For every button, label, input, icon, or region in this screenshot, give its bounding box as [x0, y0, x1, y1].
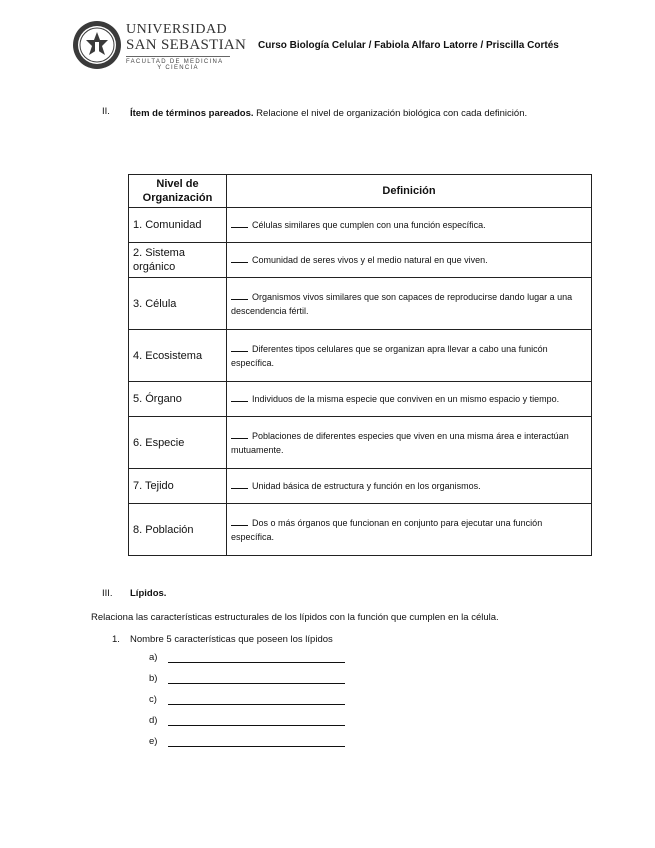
level-cell: 7. Tejido [129, 469, 227, 504]
option-label: a) [149, 652, 158, 663]
answer-blank[interactable] [231, 517, 248, 526]
definition-text: Dos o más órganos que funcionan en conjunto para ejecutar una función específica. [231, 517, 543, 542]
definition-cell [227, 417, 592, 469]
definition-text: Células similares que cumplen con una función específica. [252, 220, 486, 230]
definition-text: Organismos vivos similares que son capaces de reproducirse dando lugar a una descendencia fértil. [231, 291, 573, 316]
section-2-heading [130, 106, 550, 121]
list-item [149, 694, 349, 708]
answer-line[interactable] [168, 683, 345, 684]
header-level: Nivel de Organización [129, 175, 227, 208]
answer-blank[interactable] [231, 291, 248, 300]
table-row [129, 243, 592, 278]
level-cell: 1. Comunidad [129, 208, 227, 243]
list-item [149, 715, 349, 729]
definition-text: Individuos de la misma especie que conviven en un mismo espacio y tiempo. [252, 394, 560, 404]
table-row [129, 382, 592, 417]
definition-cell [227, 278, 592, 330]
definition-cell [227, 382, 592, 417]
option-label: d) [149, 715, 158, 726]
table-row [129, 208, 592, 243]
university-seal-icon [72, 20, 122, 70]
definition-text: Comunidad de seres vivos y el medio natural en que viven. [252, 255, 488, 265]
university-name [126, 23, 246, 71]
list-item [149, 673, 349, 687]
table-row [129, 330, 592, 382]
answer-blank[interactable] [231, 430, 248, 439]
table-row [129, 469, 592, 504]
answer-blank[interactable] [231, 219, 248, 228]
section-3-instruction: Relaciona las características estructurales de los lípidos con la función que cumplen en la célula. [91, 612, 499, 623]
definition-cell [227, 330, 592, 382]
question-1-text: Nombre 5 características que poseen los lípidos [130, 634, 333, 645]
level-cell: 8. Población [129, 504, 227, 556]
page-header [72, 20, 632, 76]
definition-text: Poblaciones de diferentes especies que viven en una misma área e interactúan mutuamente. [231, 430, 569, 455]
university-line-1: UNIVERSIDAD [126, 22, 228, 37]
faculty-line-2: Y CIENCIA [157, 65, 199, 71]
level-cell: 4. Ecosistema [129, 330, 227, 382]
university-divider [126, 56, 230, 57]
option-label: e) [149, 736, 158, 747]
option-label: c) [149, 694, 157, 705]
level-cell: 3. Célula [129, 278, 227, 330]
section-2-title: Ítem de términos pareados. [130, 108, 254, 119]
section-3-title: Lípidos. [130, 588, 167, 599]
table-row [129, 278, 592, 330]
matching-table [128, 174, 592, 556]
level-cell: 5. Órgano [129, 382, 227, 417]
answer-line[interactable] [168, 725, 345, 726]
level-cell: 2. Sistema orgánico [129, 243, 227, 278]
definition-cell [227, 208, 592, 243]
level-cell: 6. Especie [129, 417, 227, 469]
table-row [129, 504, 592, 556]
course-title: Curso Biología Celular / Fabiola Alfaro Latorre / Priscilla Cortés [258, 40, 559, 51]
header-definition: Definición [227, 175, 592, 208]
answer-line[interactable] [168, 704, 345, 705]
definition-text: Unidad básica de estructura y función en los organismos. [252, 481, 481, 491]
list-item [149, 736, 349, 750]
section-3-number: III. [102, 588, 113, 599]
definition-cell [227, 469, 592, 504]
table-header-row [129, 175, 592, 208]
option-label: b) [149, 673, 158, 684]
answer-line[interactable] [168, 662, 345, 663]
university-line-2: SAN SEBASTIAN [126, 37, 247, 53]
section-2-instruction: Relacione el nivel de organización biológica con cada definición. [253, 108, 528, 119]
answer-blank[interactable] [231, 254, 248, 263]
answer-blank[interactable] [231, 393, 248, 402]
answer-blank[interactable] [231, 343, 248, 352]
definition-text: Diferentes tipos celulares que se organizan apra llevar a cabo una funicón específica. [231, 343, 548, 368]
definition-cell [227, 504, 592, 556]
table-row [129, 417, 592, 469]
question-1-number: 1. [112, 634, 120, 645]
list-item [149, 652, 349, 666]
definition-cell [227, 243, 592, 278]
section-2-number: II. [102, 106, 110, 117]
answer-blank[interactable] [231, 480, 248, 489]
answer-line[interactable] [168, 746, 345, 747]
faculty-line-1: FACULTAD DE MEDICINA [126, 59, 224, 65]
